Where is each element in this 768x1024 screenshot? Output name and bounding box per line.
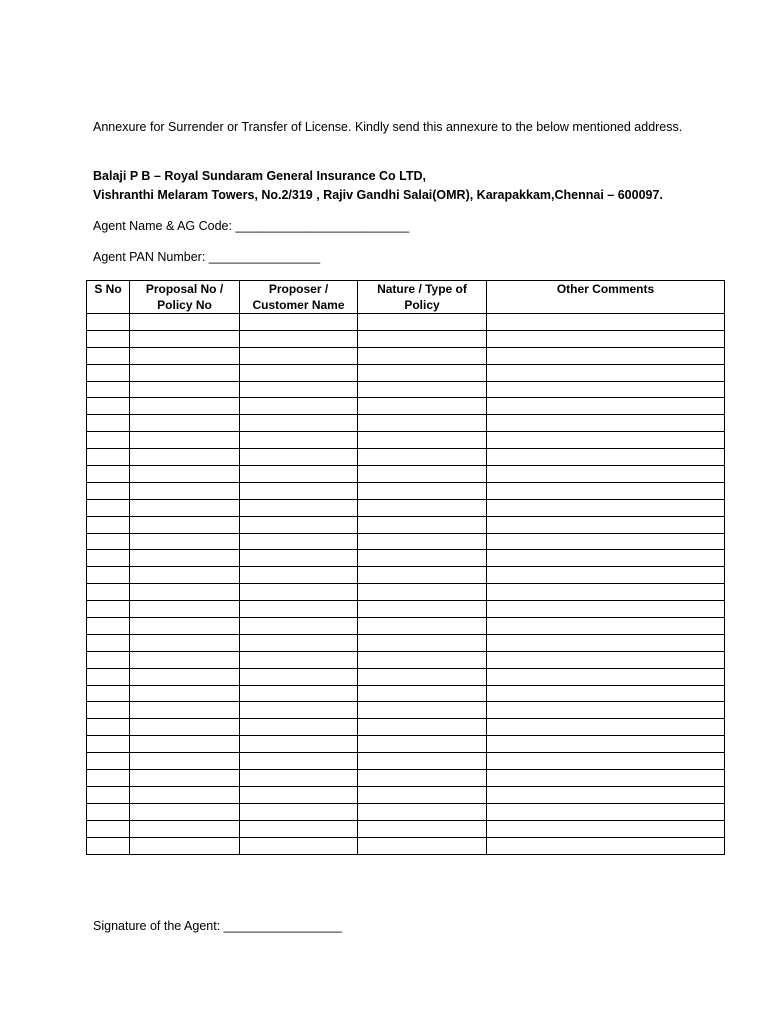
table-cell [87, 634, 130, 651]
table-header-row [87, 281, 725, 314]
table-cell [487, 634, 725, 651]
table-cell [87, 364, 130, 381]
table-cell [358, 415, 487, 432]
table-cell [358, 634, 487, 651]
table-row [87, 398, 725, 415]
table-cell [87, 314, 130, 331]
table-cell [130, 449, 240, 466]
table-cell [240, 466, 358, 483]
table-cell [240, 314, 358, 331]
table-cell [130, 702, 240, 719]
table-cell [358, 364, 487, 381]
table-cell [240, 668, 358, 685]
table-cell [87, 770, 130, 787]
table-cell [130, 314, 240, 331]
table-cell [87, 736, 130, 753]
table-cell [130, 516, 240, 533]
table-cell [487, 820, 725, 837]
table-cell [358, 516, 487, 533]
table-body [87, 314, 725, 855]
table-cell [240, 820, 358, 837]
table-cell [358, 584, 487, 601]
table-cell [487, 516, 725, 533]
table-cell [487, 415, 725, 432]
table-cell [130, 567, 240, 584]
table-cell [240, 550, 358, 567]
table-cell [358, 499, 487, 516]
table-cell [87, 415, 130, 432]
table-row [87, 770, 725, 787]
table-cell [87, 499, 130, 516]
table-cell [87, 685, 130, 702]
table-cell [87, 837, 130, 854]
table-cell [87, 753, 130, 770]
table-cell [130, 803, 240, 820]
table-cell [240, 449, 358, 466]
table-cell [130, 685, 240, 702]
table-cell [358, 685, 487, 702]
table-cell [87, 533, 130, 550]
table-row [87, 516, 725, 533]
table-row [87, 753, 725, 770]
table-cell [240, 634, 358, 651]
table-cell [240, 398, 358, 415]
table-cell [358, 398, 487, 415]
table-cell [358, 550, 487, 567]
table-cell [487, 601, 725, 618]
table-cell [487, 314, 725, 331]
table-row [87, 719, 725, 736]
table-cell [358, 533, 487, 550]
table-cell [130, 786, 240, 803]
table-cell [87, 719, 130, 736]
table-cell [87, 482, 130, 499]
table-cell [487, 753, 725, 770]
table-cell [487, 651, 725, 668]
table-cell [240, 651, 358, 668]
agent-pan-field: Agent PAN Number: ________________ [93, 250, 321, 264]
table-cell [240, 618, 358, 635]
table-cell [87, 398, 130, 415]
table-cell [240, 753, 358, 770]
table-cell [358, 482, 487, 499]
table-cell [130, 550, 240, 567]
table-cell [240, 533, 358, 550]
address-block [93, 167, 733, 205]
table-cell [87, 330, 130, 347]
table-cell [358, 719, 487, 736]
table-cell [358, 466, 487, 483]
table-cell [358, 347, 487, 364]
address-line-2: Vishranthi Melaram Towers, No.2/319 , Rajiv Gandhi Salai(OMR), Karapakkam,Chennai – 600097. [93, 188, 663, 202]
intro-text: Annexure for Surrender or Transfer of License. Kindly send this annexure to the below mentioned address. [93, 120, 683, 134]
table-cell [487, 533, 725, 550]
table-cell [358, 668, 487, 685]
table-cell [358, 702, 487, 719]
table-row [87, 415, 725, 432]
table-cell [358, 786, 487, 803]
table-cell [358, 601, 487, 618]
table-cell [240, 432, 358, 449]
table-cell [358, 567, 487, 584]
agent-signature-field: Signature of the Agent: _________________ [93, 919, 342, 933]
table-cell [130, 651, 240, 668]
table-cell [240, 837, 358, 854]
table-cell [487, 432, 725, 449]
table-cell [87, 668, 130, 685]
table-cell [358, 770, 487, 787]
table-cell [130, 330, 240, 347]
table-cell [130, 736, 240, 753]
table-row [87, 702, 725, 719]
annexure-table [86, 280, 725, 855]
table-cell [130, 398, 240, 415]
table-row [87, 803, 725, 820]
table-cell [240, 516, 358, 533]
table-cell [487, 567, 725, 584]
table-cell [240, 685, 358, 702]
table-row [87, 499, 725, 516]
table-cell [487, 786, 725, 803]
table-cell [487, 736, 725, 753]
table-cell [130, 432, 240, 449]
table-cell [240, 770, 358, 787]
table-cell [358, 820, 487, 837]
table-cell [87, 550, 130, 567]
table-cell [240, 567, 358, 584]
table-row [87, 651, 725, 668]
address-line-1: Balaji P B – Royal Sundaram General Insurance Co LTD, [93, 169, 426, 183]
table-cell [87, 381, 130, 398]
table-cell [87, 516, 130, 533]
table-cell [87, 584, 130, 601]
header-proposer-name: Proposer / Customer Name [240, 281, 358, 314]
table-row [87, 330, 725, 347]
table-cell [240, 330, 358, 347]
table-cell [358, 432, 487, 449]
table-row [87, 364, 725, 381]
header-policy-type: Nature / Type of Policy [358, 281, 487, 314]
table-cell [240, 482, 358, 499]
table-cell [487, 770, 725, 787]
table-row [87, 837, 725, 854]
table-cell [130, 618, 240, 635]
table-cell [130, 719, 240, 736]
table-row [87, 584, 725, 601]
table-row [87, 347, 725, 364]
table-cell [240, 736, 358, 753]
table-cell [240, 719, 358, 736]
table-cell [87, 466, 130, 483]
table-cell [240, 415, 358, 432]
table-cell [240, 364, 358, 381]
table-cell [487, 364, 725, 381]
table-row [87, 668, 725, 685]
table-cell [240, 347, 358, 364]
table-row [87, 466, 725, 483]
table-cell [487, 466, 725, 483]
table-cell [87, 702, 130, 719]
table-row [87, 601, 725, 618]
table-cell [487, 550, 725, 567]
table-cell [240, 381, 358, 398]
table-cell [240, 584, 358, 601]
table-cell [130, 347, 240, 364]
table-cell [358, 330, 487, 347]
table-cell [487, 803, 725, 820]
table-cell [87, 786, 130, 803]
table-cell [130, 533, 240, 550]
table-row [87, 381, 725, 398]
table-row [87, 786, 725, 803]
table-row [87, 634, 725, 651]
table-cell [487, 584, 725, 601]
table-cell [240, 499, 358, 516]
table-cell [487, 702, 725, 719]
table-cell [130, 820, 240, 837]
table-row [87, 820, 725, 837]
table-cell [130, 634, 240, 651]
table-row [87, 314, 725, 331]
table-cell [130, 601, 240, 618]
table-cell [130, 364, 240, 381]
table-cell [240, 786, 358, 803]
table-cell [87, 803, 130, 820]
table-cell [130, 466, 240, 483]
table-cell [130, 482, 240, 499]
table-cell [130, 584, 240, 601]
table-row [87, 449, 725, 466]
table-cell [130, 381, 240, 398]
table-cell [487, 449, 725, 466]
table-cell [87, 618, 130, 635]
table-cell [240, 803, 358, 820]
table-cell [358, 753, 487, 770]
table-cell [487, 685, 725, 702]
table-cell [130, 837, 240, 854]
table-row [87, 618, 725, 635]
table-cell [487, 719, 725, 736]
table-cell [358, 736, 487, 753]
table-cell [487, 347, 725, 364]
table-row [87, 550, 725, 567]
table-cell [87, 601, 130, 618]
table-cell [240, 601, 358, 618]
table-cell [358, 381, 487, 398]
agent-name-field: Agent Name & AG Code: _________________________ [93, 219, 410, 233]
table-cell [130, 668, 240, 685]
table-cell [130, 770, 240, 787]
table-row [87, 567, 725, 584]
header-sno: S No [87, 281, 130, 314]
table-cell [358, 618, 487, 635]
table-cell [240, 702, 358, 719]
table-row [87, 432, 725, 449]
table-cell [487, 381, 725, 398]
table-cell [358, 837, 487, 854]
table-cell [87, 651, 130, 668]
table-cell [130, 415, 240, 432]
table-cell [358, 803, 487, 820]
table-cell [130, 753, 240, 770]
table-cell [487, 398, 725, 415]
table-cell [87, 432, 130, 449]
table-row [87, 736, 725, 753]
table-cell [487, 499, 725, 516]
table-cell [487, 668, 725, 685]
table-row [87, 533, 725, 550]
header-other-comments: Other Comments [487, 281, 725, 314]
table-cell [487, 330, 725, 347]
table-row [87, 482, 725, 499]
table-cell [487, 618, 725, 635]
table-cell [358, 449, 487, 466]
table-cell [87, 567, 130, 584]
header-proposal-no: Proposal No / Policy No [130, 281, 240, 314]
table-cell [87, 347, 130, 364]
table-cell [487, 482, 725, 499]
table-cell [130, 499, 240, 516]
table-row [87, 685, 725, 702]
table-cell [358, 314, 487, 331]
table-cell [87, 820, 130, 837]
table-cell [87, 449, 130, 466]
table-cell [487, 837, 725, 854]
table-cell [358, 651, 487, 668]
